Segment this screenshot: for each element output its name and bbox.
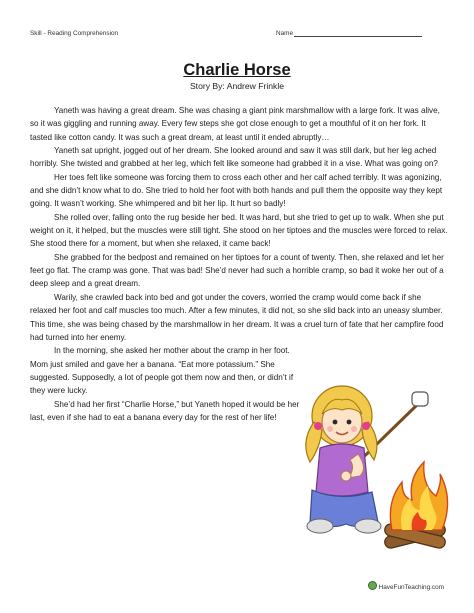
- name-field[interactable]: [276, 30, 422, 37]
- paragraph-3: Her toes felt like someone was forcing them to cross each other and her calf ached terribly. It was agonizing, and she didn’t know what to do. She tried to hold her foot with both hands and pull them the opposite way they kept going. It wasn’t working. She whimpered and bit her lip. It hurt so badly!: [30, 172, 443, 209]
- skill-label: Skill - Reading Comprehension: [30, 30, 119, 37]
- paragraph-5: She grabbed for the bedpost and remained on her tiptoes for a count of twenty. Then, she relaxed and let her feet go flat. The cramp was gone. That was bad! She’d never had such a horrible cramp, so bad it woke her out of a deep sleep and a great dream.: [30, 252, 444, 289]
- girl-roasting-marshmallow-icon: [302, 370, 454, 575]
- footer-credit: [368, 581, 444, 591]
- name-label: Name: [276, 30, 294, 37]
- site-name: HaveFunTeaching.com: [378, 584, 444, 591]
- paragraph-4: She rolled over, falling onto the rug beside her bed. It was hard, but she tried to get up to walk. When she put weight on it, it helped, but the muscles were still tight. She stood on her tiptoes and the muscles were forced to relax. She stood there for a moment, but when she relaxed, it came back!: [30, 212, 448, 249]
- paragraph-1: Yaneth was having a great dream. She was chasing a giant pink marshmallow with a large fork. It was alive, so it was giggling and running away. Every few steps she got close enough to get a mouthful of it on her fork. It tasted like cotton candy. It was such a great dream, at least until it ended abruptly…: [30, 106, 440, 142]
- paragraph-8: She’d had her first “Charlie Horse,” but Yaneth hoped it would be her last, even if she had to eat a banana every day for the rest of her life!: [30, 399, 300, 422]
- story-byline: Story By: Andrew Frinkle: [189, 81, 285, 91]
- paragraph-2: Yaneth sat upright, jogged out of her dream. She looked around and saw it was still dark, but her leg ached horribly. She twisted and grabbed at her leg, which felt like someone had grabbed it in a vise. What was going on?: [30, 146, 438, 169]
- paragraph-6: Warily, she crawled back into bed and got under the covers, worried the cramp would come back if she relaxed her foot and calf muscles too much. After a few minutes, it did not, so she slid back into an uneasy slumber. This time, she was being chased by the marshmallow in her dream. It was a cruel turn of fate that her campfire food had turned into her enemy.: [30, 292, 444, 342]
- paragraph-7: In the morning, she asked her mother about the cramp in her foot. Mom just smiled and gave her a banana. “Eat more potassium.” She suggested. Supposedly, a lot of people got them now and then, or didn’t if they were lucky.: [30, 346, 294, 396]
- name-underline[interactable]: [294, 30, 422, 37]
- story-title: Charlie Horse: [183, 61, 291, 79]
- globe-icon: [368, 581, 377, 590]
